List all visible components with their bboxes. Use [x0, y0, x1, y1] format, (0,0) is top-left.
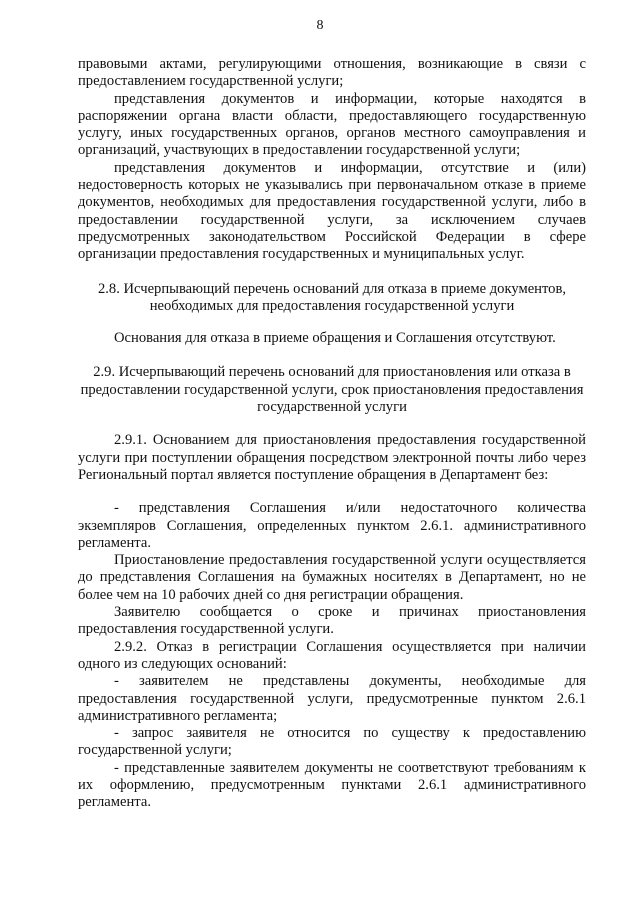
- paragraph: Приостановление предоставления государственной услуги осуществляется до представления Соглашения на бумажных носителях в Департамент, но не более чем на 10 рабочих дней со дня регистрации обращения.: [78, 552, 586, 603]
- list-item: - представления Соглашения и/или недостаточного количества экземпляров Соглашения, определенных пунктом 2.6.1. административного регламента.: [78, 500, 586, 551]
- paragraph: Основания для отказа в приеме обращения и Соглашения отсутствуют.: [114, 330, 556, 347]
- document-body: [78, 56, 586, 812]
- section-heading-2-8: 2.8. Исчерпывающий перечень оснований для отказа в приеме документов, необходимых для предоставления государственной услуги: [97, 280, 567, 314]
- list-item: - заявителем не представлены документы, необходимые для предоставления государственной услуги, предусмотренные пунктом 2.6.1 административного регламента;: [78, 673, 586, 724]
- page-number: 8: [316, 18, 324, 33]
- section-heading-2-9: 2.9. Исчерпывающий перечень оснований для приостановления или отказа в предоставлении государственной услуги, срок приостановления предоставления государственной услуги: [80, 364, 584, 416]
- paragraph: правовыми актами, регулирующими отношения, возникающие в связи с предоставлением государственной услуги;: [78, 56, 586, 90]
- list-item: - представленные заявителем документы не соответствуют требованиям к их оформлению, предусмотренным пунктами 2.6.1 административного регламента.: [78, 759, 586, 811]
- paragraph: представления документов и информации, отсутствие и (или) недостоверность которых не указывались при первоначальном отказе в приеме документов, необходимых для предоставления государственной услуги, либо в предоставлении государственной услуги, за исключением случаев предусмотренных законодательством Российской Федерации в сфере организации предоставления государственных и муниципальных услуг.: [78, 159, 586, 263]
- paragraph: Заявителю сообщается о сроке и причинах приостановления предоставления государственной услуги.: [78, 604, 586, 638]
- paragraph: 2.9.1. Основанием для приостановления предоставления государственной услуги при поступлении обращения посредством электронной почты либо через Региональный портал является поступление обращения в Департамент без:: [78, 432, 586, 483]
- paragraph: представления документов и информации, которые находятся в распоряжении органа власти области, предоставляющего государственную услугу, иных государственных органов, органов местного самоуправления и организаций, участвующих в предоставлении государственной услуги;: [78, 90, 586, 159]
- paragraph: 2.9.2. Отказ в регистрации Соглашения осуществляется при наличии одного из следующих оснований:: [78, 638, 586, 672]
- list-item: - запрос заявителя не относится по существу к предоставлению государственной услуги;: [78, 725, 586, 759]
